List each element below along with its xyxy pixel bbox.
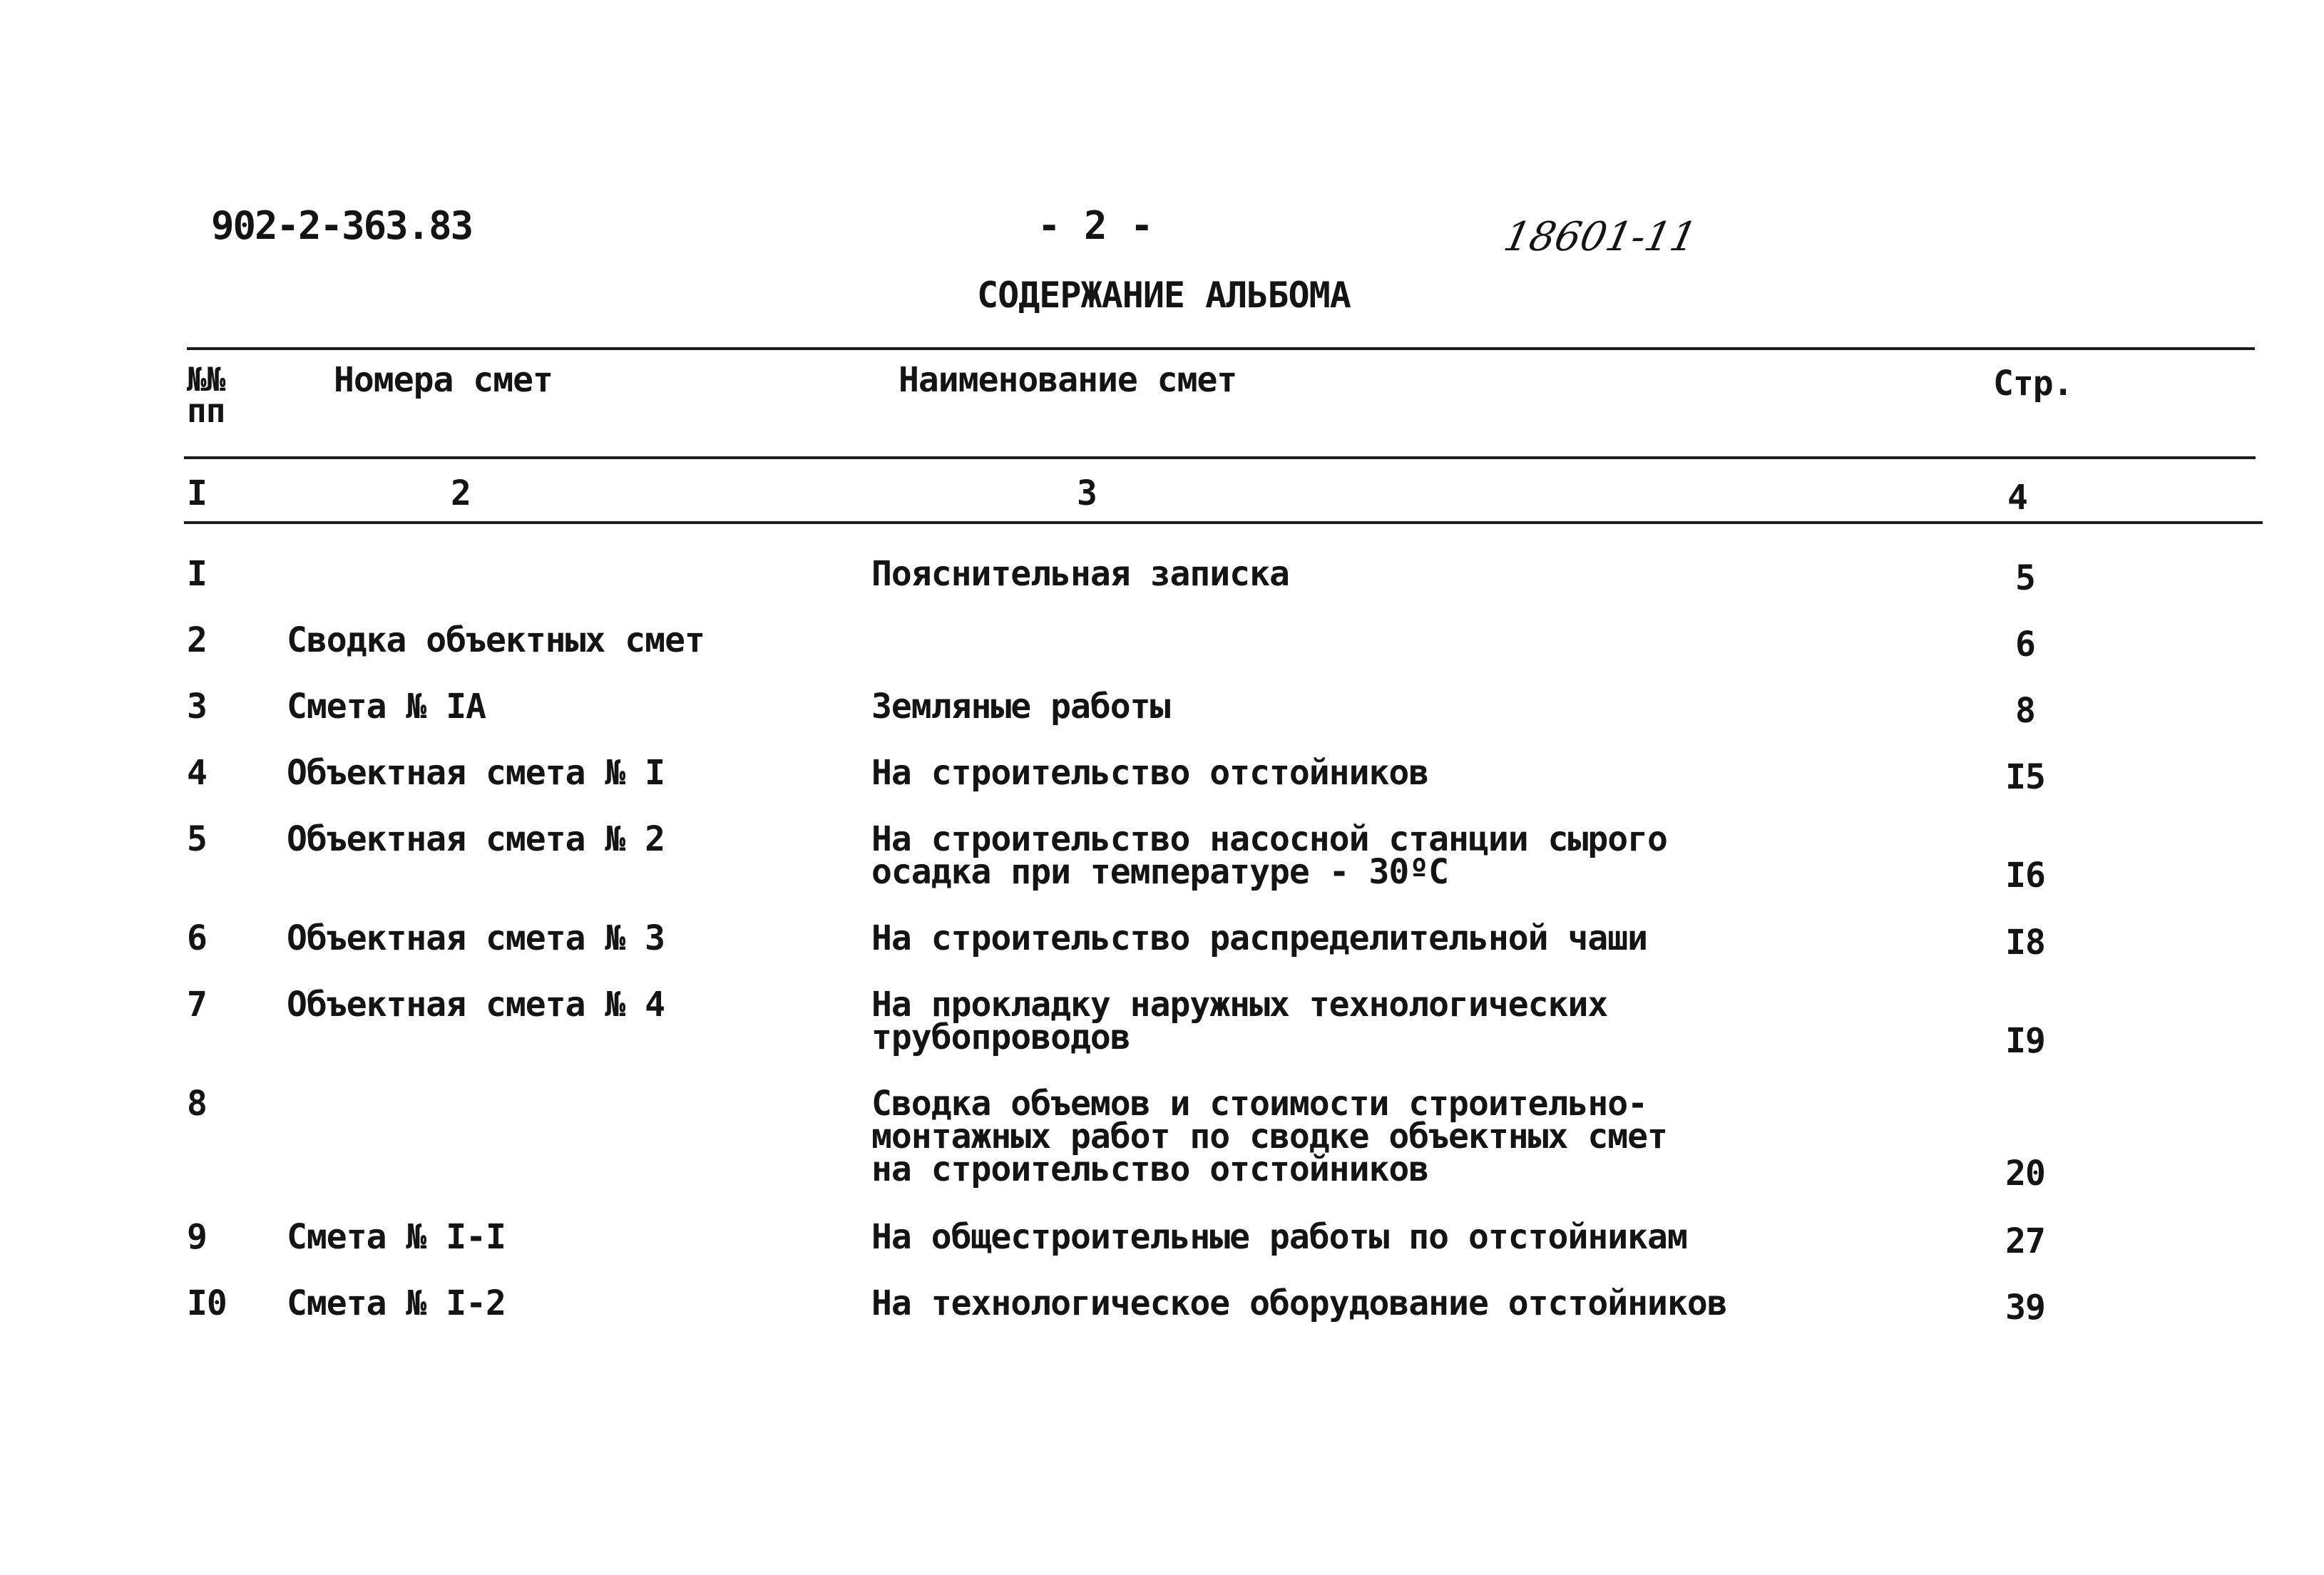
row-3-num: 3 [187, 687, 207, 727]
row-2-num: 2 [187, 620, 207, 660]
column-number-4: 4 [2007, 478, 2027, 518]
page-title: СОДЕРЖАНИЕ АЛЬБОМА [977, 275, 1351, 316]
document-code: 902-2-363.83 [211, 203, 473, 248]
column-header-num: №№ пп [187, 360, 225, 430]
row-5-name: На строительство насосной станции сырого осадка при температуре - 30ºС [871, 819, 1667, 892]
row-8-page: 20 [2005, 1154, 2045, 1194]
row-10-num: I0 [187, 1283, 227, 1323]
row-9-name: На общестроительные работы по отстойникам [871, 1217, 1687, 1257]
page-number: - 2 - [1038, 203, 1154, 248]
row-8-num: 8 [187, 1084, 207, 1124]
row-2-page: 6 [2015, 625, 2035, 665]
row-6-name: На строительство распределительной чаши [871, 918, 1648, 958]
row-4-num: 4 [187, 753, 207, 793]
row-3-name: Земляные работы [871, 687, 1170, 727]
column-number-2: 2 [451, 473, 471, 513]
row-9-code: Смета № I-I [287, 1217, 506, 1257]
header-bottom-rule [184, 456, 2256, 459]
row-1-num: I [187, 554, 207, 594]
row-7-name: На прокладку наружных технологических трубопроводов [871, 985, 1608, 1057]
row-10-name: На технологическое оборудование отстойников [871, 1283, 1727, 1323]
row-4-page: I5 [2005, 757, 2045, 797]
column-number-1: I [187, 473, 207, 513]
row-6-code: Объектная смета № 3 [287, 918, 665, 958]
row-6-num: 6 [187, 918, 207, 958]
row-3-code: Смета № IА [287, 687, 486, 727]
row-6-page: I8 [2005, 923, 2045, 963]
row-8-name: Сводка объемов и стоимости строительно- монтажных работ по сводке объектных смет на строительство отстойников [871, 1084, 1667, 1189]
handwritten-note: 18601-11 [1500, 214, 1701, 260]
column-header-page: Стр. [1993, 364, 2073, 404]
row-7-num: 7 [187, 985, 207, 1025]
row-7-page: I9 [2005, 1021, 2045, 1061]
column-header-code: Номера смет [334, 360, 553, 400]
row-1-page: 5 [2015, 558, 2035, 598]
row-10-code: Смета № I-2 [287, 1283, 506, 1323]
column-header-name: Наименование смет [899, 360, 1237, 400]
row-10-page: 39 [2005, 1288, 2045, 1328]
row-4-name: На строительство отстойников [871, 753, 1429, 793]
row-5-num: 5 [187, 819, 207, 859]
column-numbers-rule [184, 521, 2263, 524]
table-top-rule [187, 347, 2255, 350]
row-9-page: 27 [2005, 1221, 2045, 1261]
row-4-code: Объектная смета № I [287, 753, 665, 793]
row-9-num: 9 [187, 1217, 207, 1257]
row-5-code: Объектная смета № 2 [287, 819, 665, 859]
row-3-page: 8 [2015, 691, 2035, 731]
column-number-3: 3 [1077, 473, 1097, 513]
row-2-code: Сводка объектных смет [287, 620, 705, 660]
row-7-code: Объектная смета № 4 [287, 985, 665, 1025]
row-5-page: I6 [2005, 856, 2045, 896]
row-1-name: Пояснительная записка [871, 554, 1289, 594]
